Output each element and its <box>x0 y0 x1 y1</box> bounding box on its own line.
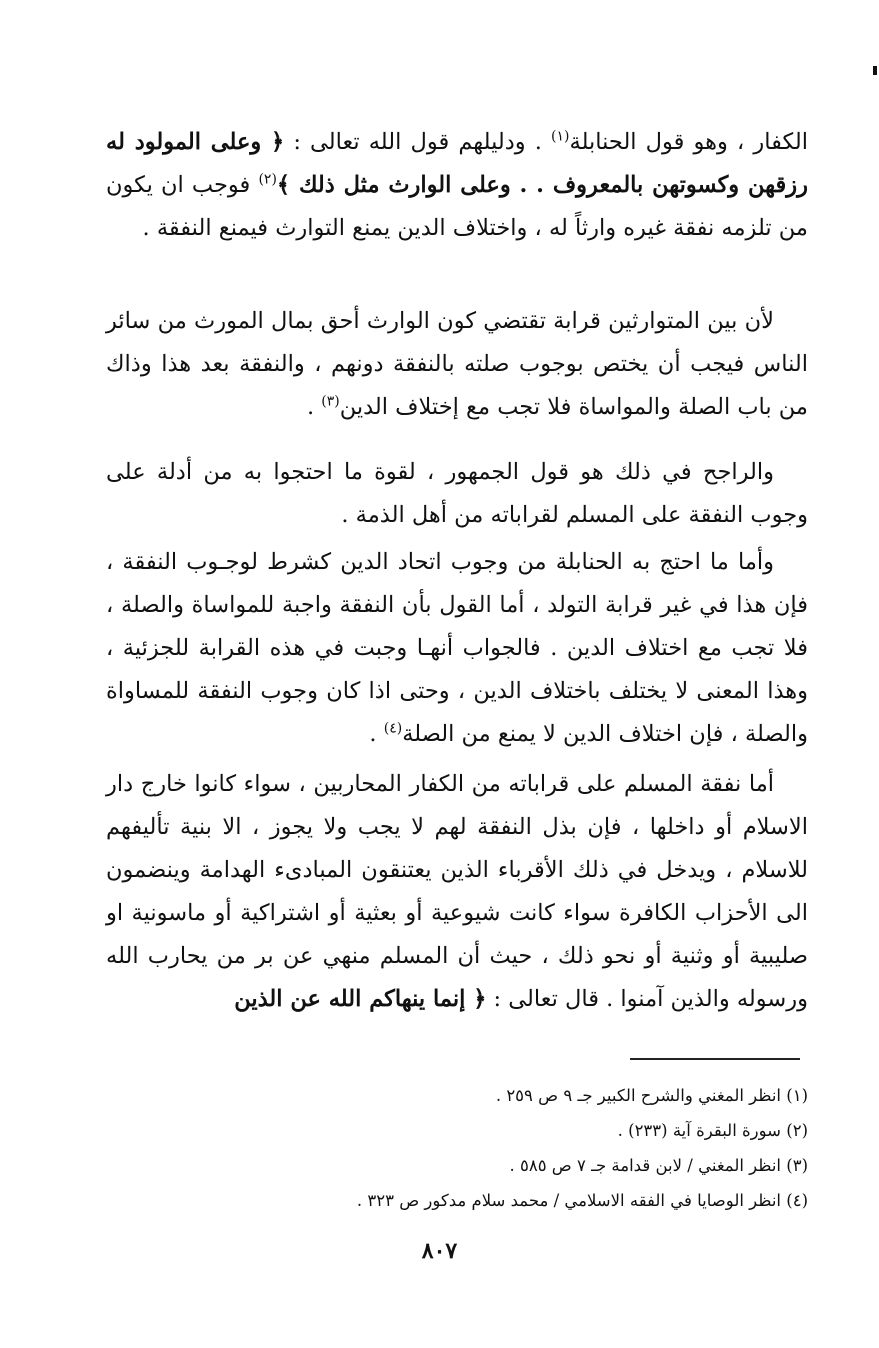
paragraph-4-text-1: وأما ما احتج به الحنابلة من وجوب اتحاد الدين كشرط لوجـوب النفقة ، فإن هذا في غير قرابة التولد ، أما القول بأن النفقة واجبة للمواساة والصلة ، فلا تجب مع اختلاف الدين . فالجواب أنهـا وجبت في هذه القرابة للجزئية ، وهذا المعنى لا يختلف باختلاف الدين ، وحتى اذا كان وجوب النفقة للمساواة والصلة ، فإن اختلاف الدين لا يمنع من الصلة <box>106 549 808 747</box>
footnote-separator <box>630 1058 800 1060</box>
footnote-2: (٢) سورة البقرة آية (٢٣٣) . <box>617 1121 808 1140</box>
footnotes <box>106 1078 808 1218</box>
paragraph-1 <box>106 121 808 250</box>
page-number: ٨٠٧ <box>421 1238 458 1264</box>
footnote-ref-3: (٣) <box>321 393 340 410</box>
footnote-4: (٤) انظر الوصايا في الفقه الاسلامي / محمد سلام مدكور ص ٣٢٣ . <box>356 1191 808 1210</box>
quran-quote-1: ﴿ وعلى المولود له رزقهن وكسوتهن بالمعروف . . وعلى الوارث مثل ذلك ﴾ <box>106 129 808 198</box>
footnote-1: (١) انظر المغني والشرح الكبير جـ ٩ ص ٢٥٩ . <box>495 1086 808 1105</box>
footnote-ref-4: (٤) <box>383 720 403 737</box>
paragraph-4-text-2: . <box>369 721 384 747</box>
paragraph-1-text-1: الكفار ، وهو قول الحنابلة <box>569 129 808 155</box>
paragraph-2 <box>106 300 808 429</box>
paragraph-1-text-3: فوجب ان يكون من تلزمه نفقة غيره وارثاً له ، واختلاف الدين يمنع التوارث فيمنع النفقة . <box>106 172 808 241</box>
paragraph-2-text-1: لأن بين المتوارثين قرابة تقتضي كون الوارث أحق بمال المورث من سائر الناس فيجب أن يختص بوجوب صلته بالنفقة دونهم ، والنفقة بعد هذا وذاك من باب الصلة والمواساة فلا تجب مع إختلاف الدين <box>106 308 808 420</box>
paragraph-3-text-1: والراجح في ذلك هو قول الجمهور ، لقوة ما احتجوا به من أدلة على وجوب النفقة على المسلم لقراباته من أهل الذمة . <box>106 459 808 528</box>
paragraph-3 <box>106 451 808 537</box>
quran-quote-2: ﴿ إنما ينهاكم الله عن الذين <box>234 986 487 1012</box>
footnote-3: (٣) انظر المغني / لابن قدامة جـ ٧ ص ٥٨٥ . <box>509 1156 808 1175</box>
paragraph-4 <box>106 541 808 756</box>
paragraph-5-text-1: أما نفقة المسلم على قراباته من الكفار المحاربين ، سواء كانوا خارج دار الاسلام أو داخلها ، فإن بذل النفقة لهم لا يجب ولا يجوز ، الا بنية تأليفهم للاسلام ، ويدخل في ذلك الأقرباء الذين يعتنقون المبادىء الهدامة وينضمون الى الأحزاب الكافرة سواء كانت شيوعية أو بعثية أو اشتراكية أو ماسونية او صليبية أو وثنية أو نحو ذلك ، حيث أن المسلم منهي عن بر من يحارب الله ورسوله والذين آمنوا . قال تعالى : <box>106 771 808 1012</box>
scan-mark <box>873 66 877 75</box>
footnote-ref-2: (٢) <box>258 171 277 188</box>
paragraph-2-text-2: . <box>306 394 322 420</box>
footnote-ref-1: (١) <box>551 128 570 145</box>
paragraph-1-text-2: . ودليلهم قول الله تعالى : <box>284 129 552 155</box>
paragraph-5 <box>106 763 808 1021</box>
